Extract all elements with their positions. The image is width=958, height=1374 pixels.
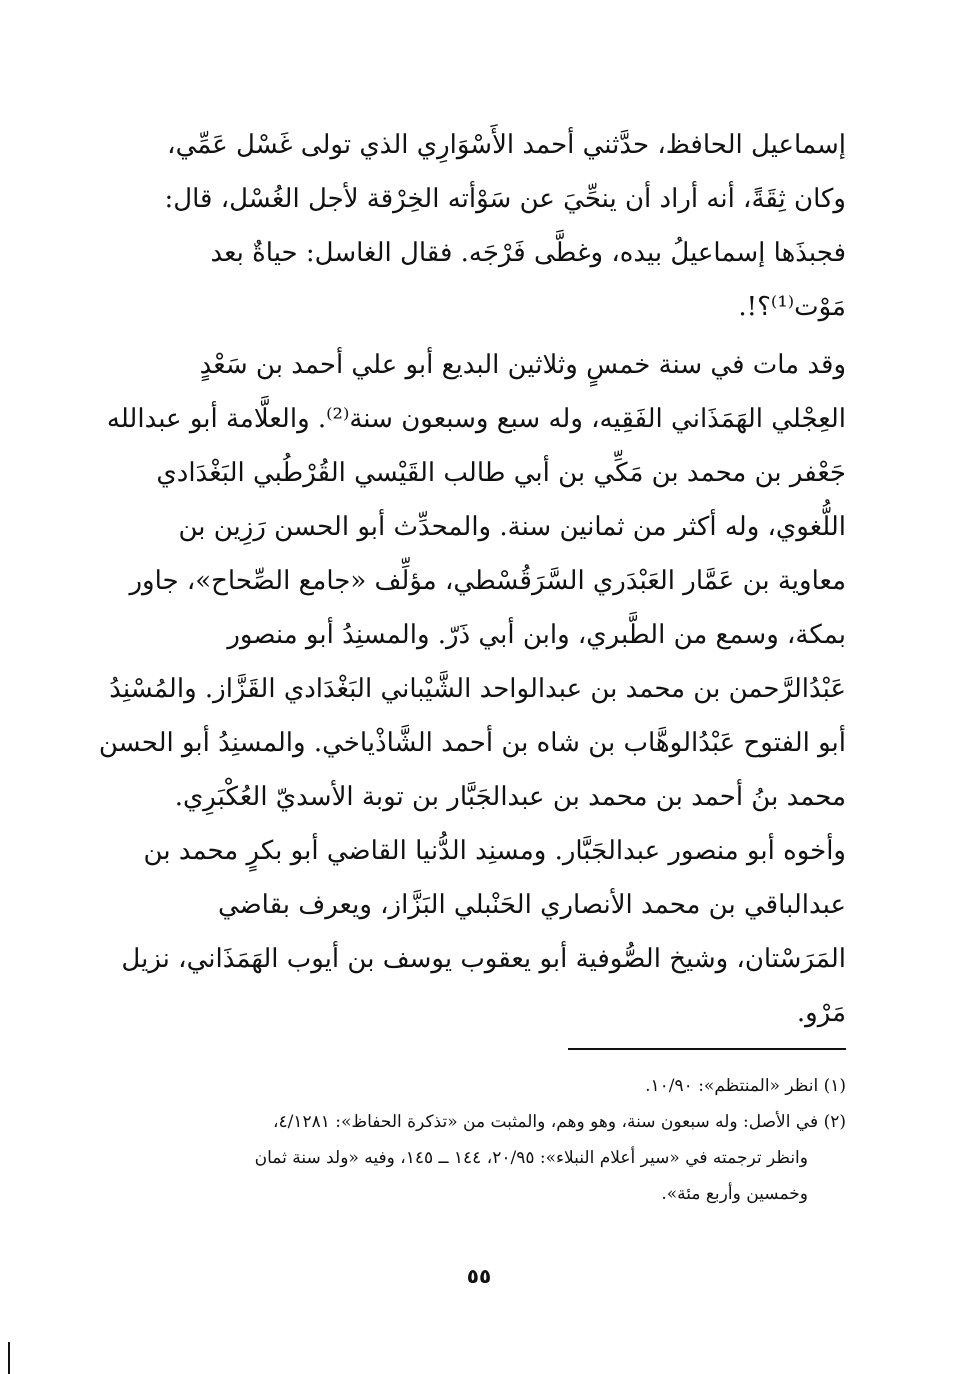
text-line: المَرَسْتان، وشيخ الصُّوفية أبو يعقوب يوسف بن أيوب الهَمَذَاني، نزيل [121, 944, 846, 974]
footnote-number: (١) [823, 1076, 846, 1096]
text-line: وقد مات في سنة خمسٍ وثلاثين البديع أبو علي أحمد بن سَعْدٍ [199, 350, 846, 380]
text-line: عَبْدُالرَّحمن بن محمد بن عبدالواحد الشَّيْباني البَغْدَادي القَزَّاز. والمُسْنِدُ [109, 674, 846, 704]
text-line: العِجْلي الهَمَذَاني الفَقِيه، وله سبع وسبعون سنة⁽²⁾. والعلَّامة أبو عبدالله [106, 404, 846, 434]
footnote-number: (٢) [823, 1112, 846, 1132]
footnote-line [150, 1068, 846, 1104]
footnotes [150, 1068, 846, 1212]
footnote-text: انظر «المنتظم»: ١٠/٩٠. [645, 1076, 819, 1096]
text-line: محمد بنُ أحمد بن محمد بن عبدالجَبَّار بن توبة الأسديّ العُكْبَرِي. [174, 782, 846, 812]
footnote-1 [150, 1068, 846, 1104]
paragraph-1 [140, 118, 846, 334]
text-line: أبو الفتوح عَبْدُالوهَّاب بن شاه بن أحمد الشَّاذْياخي. والمسنِدُ أبو الحسن [98, 728, 846, 758]
footnote-line: وانظر ترجمته في «سير أعلام النبلاء»: ٢٠/٩٥، ١٤٤ ــ ١٤٥، وفيه «ولد سنة ثمان [254, 1148, 808, 1168]
paragraph-2 [98, 338, 846, 1040]
text-line: اللُّغوي، وله أكثر من ثمانين سنة. والمحدِّث أبو الحسن رَزِين بن [178, 512, 846, 542]
scan-edge-mark [8, 1342, 10, 1374]
text-line: إسماعيل الحافظ، حدَّثني أحمد الأَسْوَارِي الذي تولى غَسْل عَمِّي، [167, 130, 846, 160]
page-number: ٥٥ [466, 1264, 492, 1288]
text-line: وكان ثِقَةً، أنه أراد أن ينحِّيَ عن سَوْأته الخِرْقة لأجل الغُسْل، قال: [164, 184, 846, 214]
text-line: مَرْو. [796, 998, 846, 1028]
text-line: فجبذَها إسماعيلُ بيده، وغطَّى فَرْجَه. فقال الغاسل: حياةٌ بعد [210, 238, 846, 268]
text-line: معاوية بن عَمَّار العَبْدَري السَّرَقُسْطي، مؤلِّف «جامع الصِّحاح»، جاور [129, 566, 846, 596]
footnote-2 [150, 1104, 846, 1212]
footnote-line: وخمسين وأربع مئة». [661, 1184, 808, 1204]
text-line: بمكة، وسمع من الطَّبري، وابن أبي ذَرّ. والمسنِدُ أبو منصور [227, 620, 846, 650]
footnote-divider [568, 1048, 846, 1050]
text-line: وأخوه أبو منصور عبدالجَبَّار. ومسنِد الدُّنيا القاضي أبو بكرٍ محمد بن [143, 836, 846, 866]
text-line: عبدالباقي بن محمد الأنصاري الحَنْبلي البَزَّاز، ويعرف بقاضي [217, 890, 846, 920]
text-line: مَوْت⁽¹⁾؟!. [738, 292, 846, 322]
footnote-line [150, 1104, 846, 1140]
text-line: جَعْفر بن محمد بن مَكِّي بن أبي طالب القَيْسي القُرْطُبي البَغْدَادي [156, 458, 846, 488]
footnote-text: في الأصل: وله سبعون سنة، وهو وهم، والمثبت من «تذكرة الحفاظ»: ٤/١٢٨١، [272, 1112, 819, 1132]
